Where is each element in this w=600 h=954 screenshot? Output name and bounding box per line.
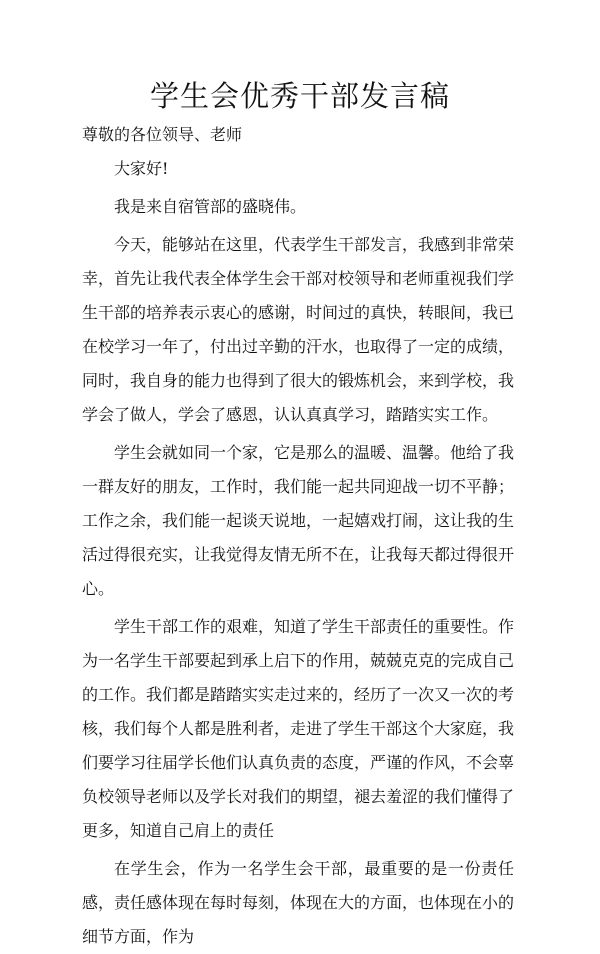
paragraph-introduction: 我是来自宿管部的盛晓伟。	[114, 197, 307, 216]
paragraph-greeting: 大家好!	[114, 159, 169, 178]
paragraph-gratitude: 今天，能够站在这里，代表学生干部发言，我感到非常荣幸，首先让我代表全体学生会干部对校领导和老师重视我们学生干部的培养表示衷心的感谢，时间过的真快，转眼间，我已在校学习一年了，付出过辛勤的汗水，也取得了一定的成绩，同时，我自身的能力也得到了很大的锻炼机会，来到学校，我学会了做人，学会了感恩，认认真真学习，踏踏实实工作。	[82, 235, 515, 424]
salutation: 尊敬的各位领导、老师	[82, 125, 243, 144]
paragraph-responsibility: 学生干部工作的艰难，知道了学生干部责任的重要性。作为一名学生干部要起到承上启下的作用，兢兢克克的完成自己的工作。我们都是踏踏实实走过来的，经历了一次又一次的考核，我们每个人都是胜利者，走进了学生干部这个大家庭，我们要学习往届学长他们认真负责的态度，严谨的作风，不会辜负校领导老师以及学长对我们的期望，褪去羞涩的我们懂得了更多，知道自己肩上的责任	[82, 617, 515, 840]
paragraph-sense-of-duty: 在学生会，作为一名学生会干部，最重要的是一份责任感，责任感体现在每时每刻，体现在大的方面，也体现在小的细节方面，作为	[82, 859, 515, 946]
document-title: 学生会优秀干部发言稿	[149, 79, 450, 113]
paragraph-student-union-family: 学生会就如同一个家，它是那么的温暖、温馨。他给了我一群友好的朋友，工作时，我们能一起共同迎战一切不平静；工作之余，我们能一起谈天说地，一起嬉戏打闹，这让我的生活过得很充实，让我觉得友情无所不在，让我每天都过得很开心。	[82, 443, 515, 598]
document-body	[82, 152, 514, 954]
